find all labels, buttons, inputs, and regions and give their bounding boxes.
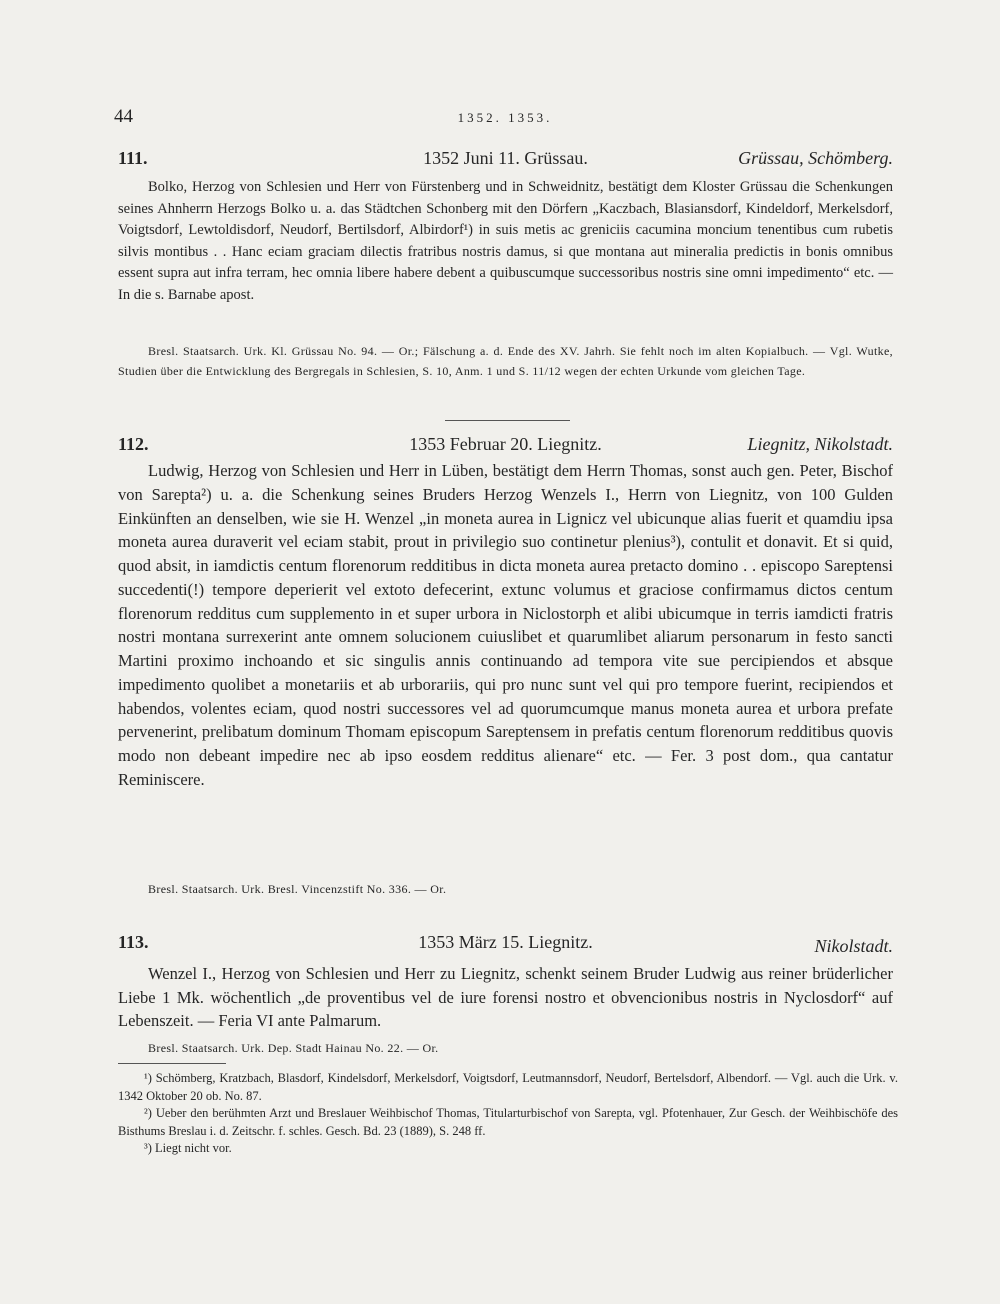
- running-title: 1352. 1353.: [457, 110, 553, 125]
- footnotes: [118, 1070, 898, 1158]
- page-number: 44: [114, 106, 133, 127]
- footnote-1: ¹) Schömberg, Kratzbach, Blasdorf, Kindelsdorf, Merkelsdorf, Voigtsdorf, Leutmannsdorf, Neudorf, Bertelsdorf, Albendorf. — Vgl. auch die Urk. v. 1342 Oktober 20 ob. No. 87.: [118, 1071, 898, 1103]
- entry-112-text: Ludwig, Herzog von Schlesien und Herr in Lüben, bestätigt dem Herrn Thomas, sonst auch gen. Peter, Bischof von Sarepta²) u. a. die Schenkung seines Bruders Herzog Wenzels I., Herrn von Liegnitz, von 100 Gulden Einkünften an denselben, wie sie H. Wenzel „in moneta aurea in Lignicz vel ubicunque alias fuerit et quamdiu ipsa moneta aurea duraverit vel eciam stabit, prout in privilegio suo continetur plenius³), contulit et donavit. Et si quid, quod absit, in iamdictis centum florenorum redditibus in dicta moneta aurea pretacto domino . . episcopo Sareptensi succedenti(!) tempore deperierit vel extoto defecerint, extunc volumus et graciose confirmamus dictos centum florenorum redditus cum supplemento in et super urbora in Niclostorph et alibi ubicumque in terris iamdicti fratris nostri montana surrexerint ante omnem solucionem cuiuslibet et quarumlibet aliarum personarum in festo sancti Martini proximo inchoando et sic singulis annis continuando ad tempora vite sue percipiendos et absque impedimento quolibet a monetariis et ab urborariis, qui pro nunc sunt vel qui pro tempore fuerint, recipiendos et habendos, volentes eciam, quod nostri successores vel ad quorumcumque manus moneta aurea et urbora prefate pervenerint, prelibatum dominum Thomam episcopum Sareptensem in prefatis centum florenorum redditibus quovis modo non debeant impedire nec ab ipso eosdem redditus alienare“ etc. — Fer. 3 post dom., qua cantatur Reminiscere.: [118, 461, 893, 789]
- entry-112-source: Bresl. Staatsarch. Urk. Bresl. Vincenzstift No. 336. — Or.: [148, 882, 447, 896]
- entry-number: 113.: [118, 932, 149, 952]
- entry-date: 1353 März 15. Liegnitz.: [418, 932, 593, 952]
- entry-111-source: Bresl. Staatsarch. Urk. Kl. Grüssau No. 94. — Or.; Fälschung a. d. Ende des XV. Jahrh. Sie fehlt noch im alten Kopialbuch. — Vgl. Wutke, Studien über die Entwicklung des Bergregals in Schlesien, S. 10, Anm. 1 und S. 11/12 wegen der echten Urkunde vom gleichen Tage.: [118, 344, 893, 378]
- entry-111-heading: [118, 148, 893, 176]
- entry-113-text: Wenzel I., Herzog von Schlesien und Herr zu Liegnitz, schenkt seinem Bruder Ludwig aus reiner brüderlicher Liebe 1 Mk. wöchentlich „de proventibus vel de iure forensi nostro et obvencionibus nostris in Nyclosdorf“ auf Lebenszeit. — Feria VI ante Palmarum.: [118, 964, 893, 1030]
- entry-number: 111.: [118, 148, 148, 168]
- entry-111-text: Bolko, Herzog von Schlesien und Herr von Fürstenberg und in Schweidnitz, bestätigt dem Kloster Grüssau die Schenkungen seines Ahnherrn Herzogs Bolko u. a. das Städtchen Schonberg mit den Dörfern „Kaczbach, Blasiansdorf, Kindeldorf, Merkelsdorf, Voigtsdorf, Lewtoldisdorf, Neudorf, Bertilsdorf, Albirdorf¹) in suis metis ac greniciis cacumina moncium tenentibus cum rubetis silvis montibus . . Hanc eciam graciam dilectis fratribus nostris damus, si que montana aut mineralia predictis in bonis omnibus essent supra aut infra terram, hec omnia libere habere debent a quibuscumque successoribus nostris sine omni impedimento“ etc. — In die s. Barnabe apost.: [118, 179, 893, 303]
- page-header: [110, 106, 900, 132]
- entry-place: Grüssau, Schömberg.: [738, 148, 893, 168]
- footnote-rule: [118, 1063, 226, 1064]
- footnote-2: ²) Ueber den berühmten Arzt und Breslauer Weihbischof Thomas, Titularturbischof von Sarepta, vgl. Pfotenhauer, Zur Gesch. der Weihbischöfe des Bisthums Breslau i. d. Zeitschr. f. schles. Gesch. Bd. 23 (1889), S. 248 ff.: [118, 1106, 898, 1138]
- entry-date: 1352 Juni 11. Grüssau.: [423, 148, 588, 168]
- section-divider: [445, 420, 570, 421]
- footnote-3: ³) Liegt nicht vor.: [144, 1141, 232, 1155]
- entry-place: Nikolstadt.: [814, 936, 893, 956]
- entry-date: 1353 Februar 20. Liegnitz.: [409, 434, 602, 454]
- entry-113-source: Bresl. Staatsarch. Urk. Dep. Stadt Hainau No. 22. — Or.: [148, 1041, 439, 1055]
- entry-113-heading: [118, 932, 893, 960]
- entry-112-heading: [118, 434, 893, 462]
- entry-number: 112.: [118, 434, 149, 454]
- entry-place: Liegnitz, Nikolstadt.: [747, 434, 893, 454]
